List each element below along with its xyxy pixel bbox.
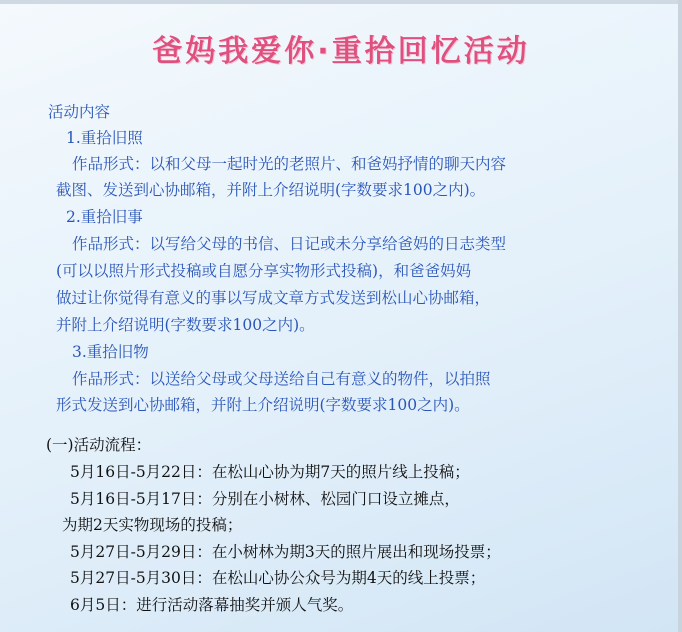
item-3-line-2: 形式发送到心协邮箱，并附上介绍说明(字数要求100之内)。 [56,396,470,414]
process-line-3: 为期2天实物现场的投稿； [62,516,243,534]
item-1-line-1: 作品形式：以和父母一起时光的老照片、和爸妈抒情的聊天内容 [72,155,507,173]
process-line-1: 5月16日-5月22日：在松山心协为期7天的照片线上投稿； [70,463,470,481]
item-2-line-2: (可以以照片形式投稿或自愿分享实物形式投稿)，和爸爸妈妈 [56,262,472,280]
item-2-line-1: 作品形式：以写给父母的书信、日记或未分享给爸妈的日志类型 [72,235,507,253]
item-1-label: 1.重拾旧照 [66,129,143,147]
item-3-line-1: 作品形式：以送给父母或父母送给自己有意义的物件，以拍照 [72,370,491,388]
process-line-5: 5月27日-5月30日：在松山心协公众号为期4天的线上投票； [70,569,486,587]
content-heading: 活动内容 [48,103,111,121]
item-2-label: 2.重拾旧事 [66,208,143,226]
item-2-line-4: 并附上介绍说明(字数要求100之内)。 [56,316,315,334]
process-line-2: 5月16日-5月17日：分别在小树林、松园门口设立摊点， [70,490,460,508]
window-right-border [678,0,682,632]
window-top-border [0,0,682,4]
item-1-line-2: 截图、发送到心协邮箱，并附上介绍说明(字数要求100之内)。 [56,181,486,199]
process-heading: (一)活动流程： [46,436,152,454]
process-line-6: 6月5日：进行活动落幕抽奖并颁人气奖。 [70,596,354,614]
item-3-label: 3.重拾旧物 [72,343,149,361]
process-line-4: 5月27日-5月29日：在小树林为期3天的照片展出和现场投票； [70,543,501,561]
page-title: 爸妈我爱你·重拾回忆活动 [152,34,530,69]
item-2-line-3: 做过让你觉得有意义的事以写成文章方式发送到松山心协邮箱， [56,289,491,307]
